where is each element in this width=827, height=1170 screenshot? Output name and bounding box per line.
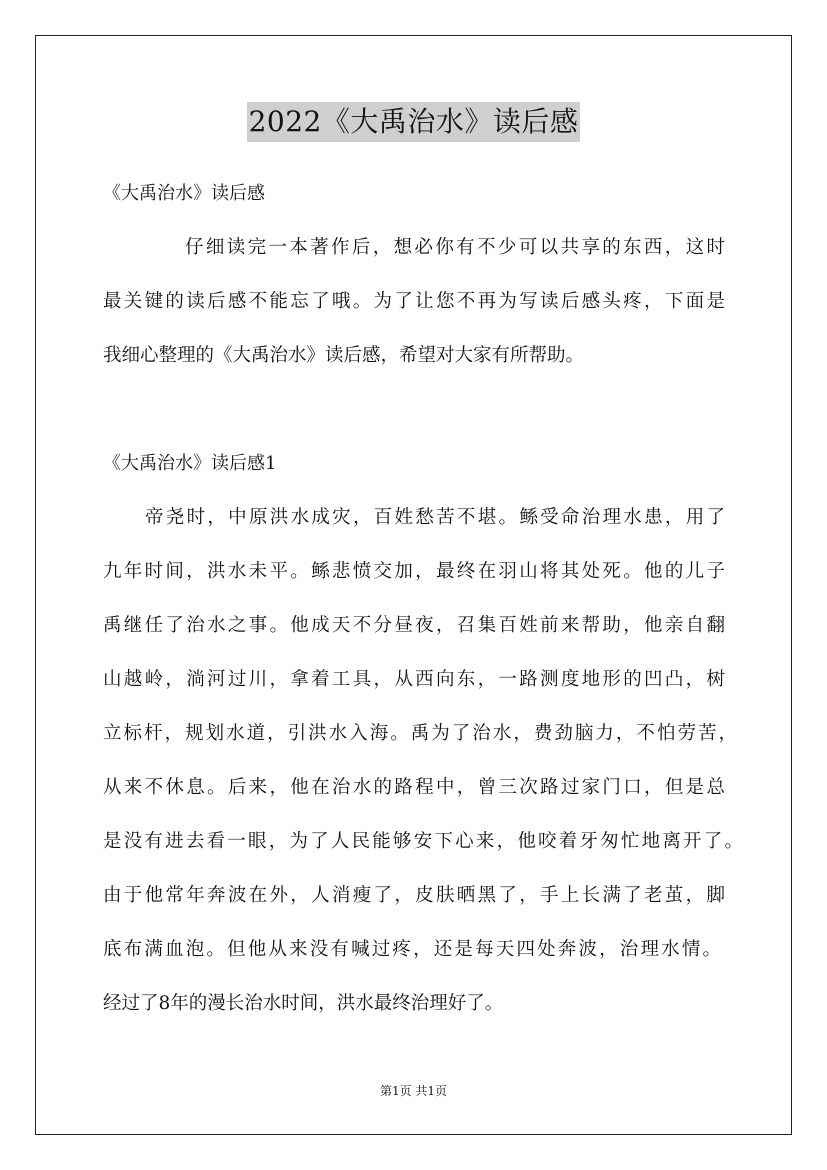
- paragraph-line: 九年时间，洪水未平。鲧悲愤交加，最终在羽山将其处死。他的儿子: [103, 561, 725, 582]
- paragraph-line: 是没有进去看一眼，为了人民能够安下心来，他咬着牙匆忙地离开了。: [103, 831, 743, 852]
- intro-line: 仔细读完一本著作后，想必你有不少可以共享的东西，这时: [185, 237, 725, 258]
- paragraph-line: 从来不休息。后来，他在治水的路程中，曾三次路过家门口，但是总: [103, 777, 725, 798]
- intro-line: 我细心整理的《大禹治水》读后感，希望对大家有所帮助。: [103, 345, 585, 366]
- paragraph-line: 立标杆，规划水道，引洪水入海。禹为了治水，费劲脑力，不怕劳苦，: [103, 723, 737, 744]
- paragraph-line: 禹继任了治水之事。他成天不分昼夜，召集百姓前来帮助，他亲自翻: [103, 615, 725, 636]
- paragraph-line: 经过了8年的漫长治水时间，洪水最终治理好了。: [103, 993, 504, 1014]
- document-title: 2022《大禹治水》读后感: [247, 102, 581, 142]
- paragraph-line: 底布满血泡。但他从来没有喊过疼，还是每天四处奔波，治理水情。: [103, 939, 721, 960]
- title-container: [0, 102, 827, 142]
- page-footer: 第1页 共1页: [379, 1084, 448, 1098]
- intro-heading: 《大禹治水》读后感: [103, 183, 265, 204]
- intro-line: 最关键的读后感不能忘了哦。为了让您不再为写读后感头疼，下面是: [103, 291, 725, 312]
- paragraph-line: 帝尧时，中原洪水成灾，百姓愁苦不堪。鲧受命治理水患，用了: [145, 507, 725, 528]
- paragraph-line: 由于他常年奔波在外，人消瘦了，皮肤晒黑了，手上长满了老茧，脚: [103, 885, 725, 906]
- section1-heading: 《大禹治水》读后感1: [103, 453, 277, 474]
- paragraph-line: 山越岭，淌河过川，拿着工具，从西向东，一路测度地形的凹凸，树: [103, 669, 725, 690]
